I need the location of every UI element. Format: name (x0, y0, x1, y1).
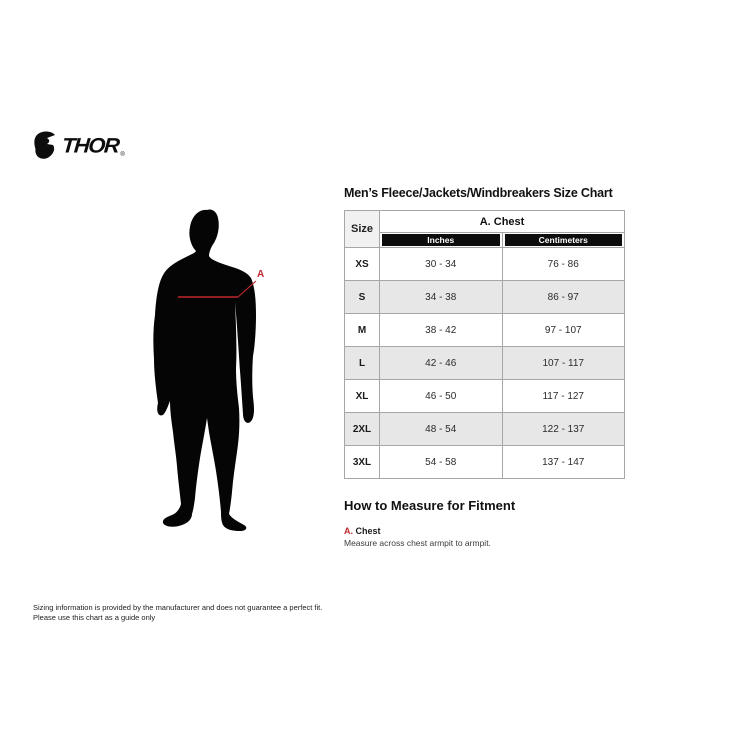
units-header-row (345, 233, 625, 248)
size-cell: S (345, 281, 380, 314)
disclaimer-line-1: Sizing information is provided by the manufacturer and does not guarantee a perfect fit. (33, 603, 323, 612)
inches-cell: 48 - 54 (380, 413, 503, 446)
size-cell: 2XL (345, 413, 380, 446)
inches-header-cell (380, 233, 503, 248)
size-chart-title: Men’s Fleece/Jackets/Windbreakers Size Chart (344, 186, 613, 200)
size-cell: M (345, 314, 380, 347)
disclaimer-line-2: Please use this chart as a guide only (33, 613, 156, 622)
inches-cell: 30 - 34 (380, 248, 503, 281)
table-row (345, 248, 625, 281)
cm-cell: 86 - 97 (502, 281, 625, 314)
male-figure-silhouette (140, 205, 270, 535)
cm-cell: 97 - 107 (502, 314, 625, 347)
table-row (345, 446, 625, 479)
cm-cell: 107 - 117 (502, 347, 625, 380)
chest-marker-label: A (257, 269, 265, 280)
inches-cell: 54 - 58 (380, 446, 503, 479)
inches-cell: 34 - 38 (380, 281, 503, 314)
measure-item-letter: A. (344, 526, 353, 536)
table-header-row (345, 211, 625, 233)
registered-trademark-symbol: ® (120, 152, 125, 158)
inches-cell: 42 - 46 (380, 347, 503, 380)
size-cell: 3XL (345, 446, 380, 479)
measure-item-label (344, 526, 381, 536)
table-row (345, 314, 625, 347)
measure-item-description: Measure across chest armpit to armpit. (344, 538, 491, 548)
inches-cell: 38 - 42 (380, 314, 503, 347)
measure-guide-heading: How to Measure for Fitment (344, 498, 516, 513)
table-row (345, 347, 625, 380)
inches-header-label: Inches (382, 234, 500, 246)
size-chart-table (344, 210, 625, 479)
cm-cell: 117 - 127 (502, 380, 625, 413)
cm-cell: 76 - 86 (502, 248, 625, 281)
measure-item-name: Chest (355, 526, 381, 536)
sizing-disclaimer (33, 603, 322, 623)
silhouette-shape (153, 209, 256, 531)
chest-group-header: A. Chest (380, 211, 625, 233)
size-cell: L (345, 347, 380, 380)
brand-logo-text: THOR (61, 133, 120, 158)
size-cell: XS (345, 248, 380, 281)
table-row (345, 413, 625, 446)
thor-helmet-icon (33, 131, 59, 161)
measurement-figure (140, 205, 270, 535)
table-row (345, 281, 625, 314)
cm-cell: 137 - 147 (502, 446, 625, 479)
centimeters-header-label: Centimeters (505, 234, 623, 246)
table-row (345, 380, 625, 413)
cm-cell: 122 - 137 (502, 413, 625, 446)
size-cell: XL (345, 380, 380, 413)
size-column-header: Size (345, 211, 380, 248)
inches-cell: 46 - 50 (380, 380, 503, 413)
brand-logo (33, 130, 125, 162)
centimeters-header-cell (502, 233, 625, 248)
